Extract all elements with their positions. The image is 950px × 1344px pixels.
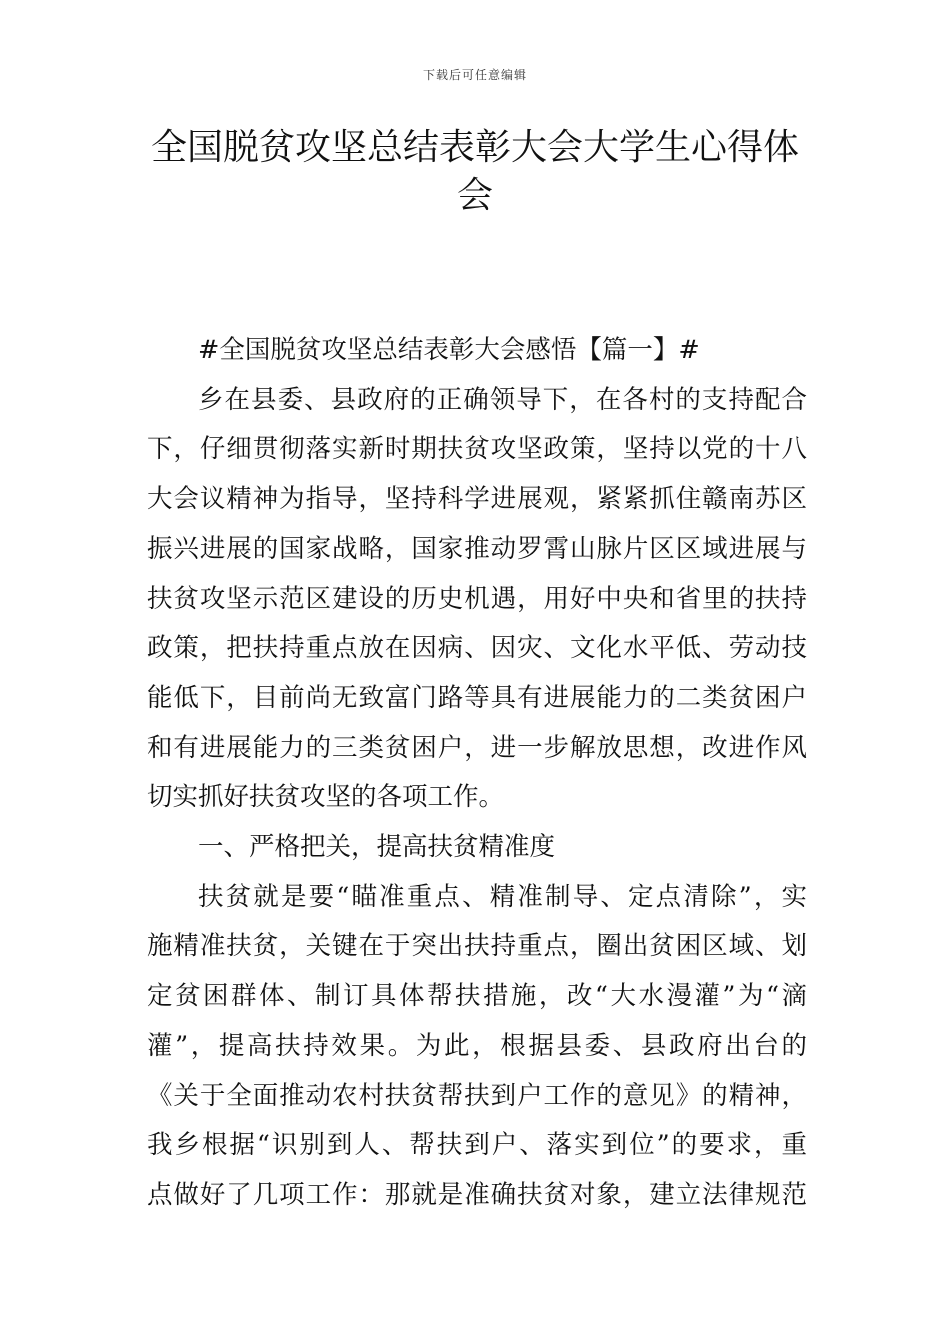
paragraph-line: 灌”，提高扶持效果。为此，根据县委、县政府出台的 <box>147 1030 807 1061</box>
paragraph-line: 政策，把扶持重点放在因病、因灾、文化水平低、劳动技 <box>147 633 807 664</box>
subheading-paragraph <box>147 823 807 873</box>
paragraph-line: 《关于全面推动农村扶贫帮扶到户工作的意见》的精神， <box>147 1080 807 1111</box>
section-heading: #全国脱贫攻坚总结表彰大会感悟【篇一】# <box>198 335 700 365</box>
paragraph-line: 下，仔细贯彻落实新时期扶贫攻坚政策，坚持以党的十八 <box>147 434 807 465</box>
paragraph-line: 扶贫就是要“瞄准重点、精准制导、定点清除”，实 <box>198 881 807 912</box>
paragraph-line: 扶贫攻坚示范区建设的历史机遇，用好中央和省里的扶持 <box>147 583 807 614</box>
paragraph-line: 振兴进展的国家战略，国家推动罗霄山脉片区区域进展与 <box>147 533 807 564</box>
paragraph <box>147 873 807 1221</box>
paragraph-line: 和有进展能力的三类贫困户，进一步解放思想，改进作风 <box>147 732 807 763</box>
paragraph-line: 定贫困群体、制订具体帮扶措施，改“大水漫灌”为“滴 <box>147 981 807 1012</box>
paragraph-line: 能低下，目前尚无致富门路等具有进展能力的二类贫困户 <box>147 682 807 713</box>
paragraph <box>147 376 807 823</box>
paragraph-line: 点做好了几项工作：那就是准确扶贫对象，建立法律规范 <box>147 1179 807 1210</box>
paragraph-line: 乡在县委、县政府的正确领导下，在各村的支持配合 <box>198 384 807 415</box>
paragraph-line: 施精准扶贫，关键在于突出扶持重点，圈出贫困区域、划 <box>147 931 807 962</box>
paragraph-line: 大会议精神为指导，坚持科学进展观，紧紧抓住赣南苏区 <box>147 484 807 515</box>
document-body <box>147 326 807 1221</box>
header-note: 下载后可任意编辑 <box>422 68 527 82</box>
paragraph-line: 我乡根据“识别到人、帮扶到户、落实到位”的要求，重 <box>147 1130 807 1161</box>
paragraph-line: 切实抓好扶贫攻坚的各项工作。 <box>147 782 505 813</box>
subheading: 一、严格把关，提高扶贫精准度 <box>198 832 556 863</box>
document-title: 全国脱贫攻坚总结表彰大会大学生心得体会 <box>150 127 799 216</box>
